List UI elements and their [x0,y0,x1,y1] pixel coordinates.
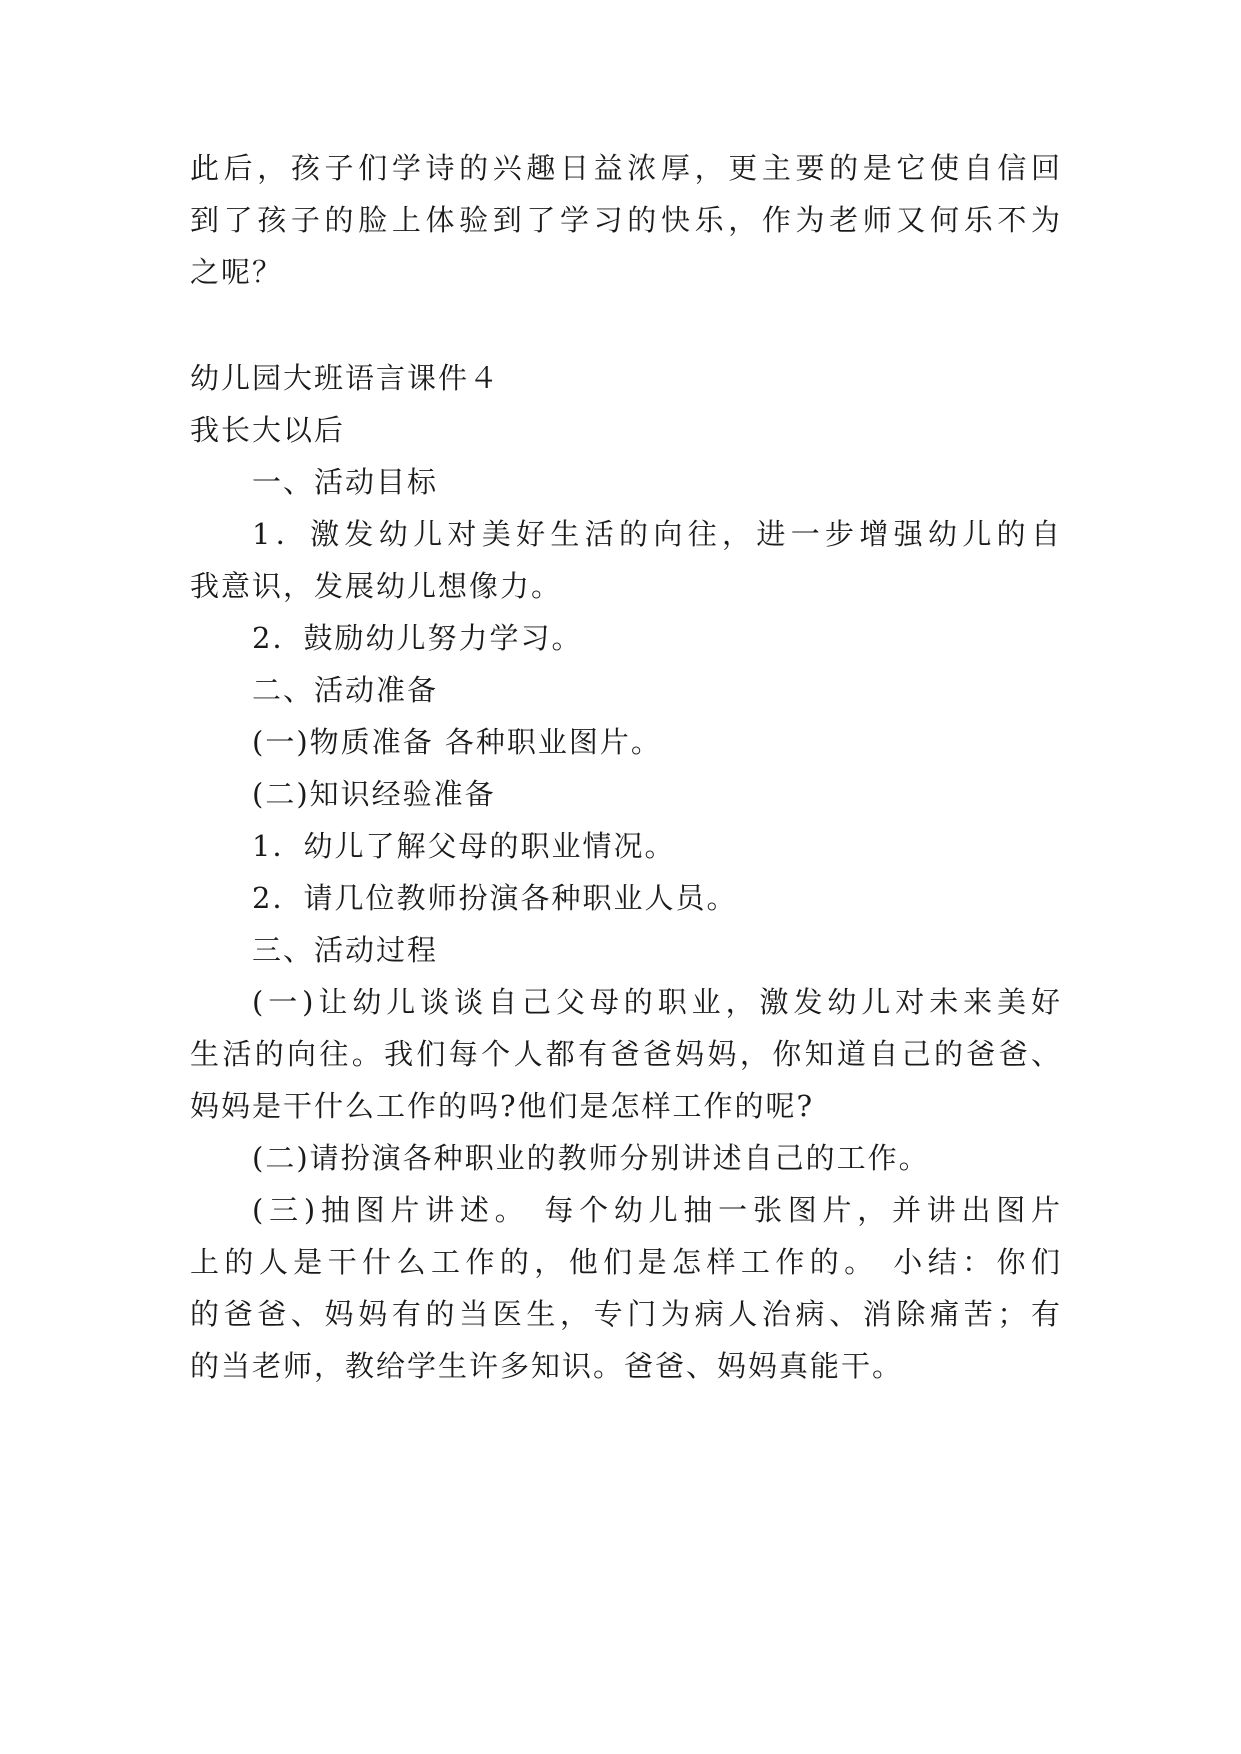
paragraph-line: 的爸爸、妈妈有的当医生，专门为病人治病、消除痛苦；有 [190,1297,1060,1331]
heading-activity-process: 三、活动过程 [252,933,439,967]
heading-activity-preparation: 二、活动准备 [252,673,439,707]
list-item-continuation: 我意识，发展幼儿想像力。 [190,569,563,603]
list-item: (一)物质准备 各种职业图片。 [252,725,662,759]
paragraph-line: 的当老师，教给学生许多知识。爸爸、妈妈真能干。 [190,1349,904,1383]
list-item: (二)知识经验准备 [252,777,496,811]
paragraph-line: (二)请扮演各种职业的教师分别讲述自己的工作。 [252,1141,930,1175]
lesson-title: 我长大以后 [190,413,346,447]
paragraph-line: 生活的向往。我们每个人都有爸爸妈妈，你知道自己的爸爸、 [190,1037,1060,1071]
heading-activity-goals: 一、活动目标 [252,465,439,499]
paragraph-line: 上的人是干什么工作的，他们是怎样工作的。 小结：你们 [190,1245,1060,1279]
list-item: 1．幼儿了解父母的职业情况。 [252,829,676,863]
section-title: 幼儿园大班语言课件４ [190,361,501,395]
paragraph-line: 到了孩子的脸上体验到了学习的快乐，作为老师又何乐不为 [190,203,1060,237]
list-item: 2．鼓励幼儿努力学习。 [252,621,583,655]
list-item: 2．请几位教师扮演各种职业人员。 [252,881,738,915]
paragraph-line: 之呢？ [190,255,284,289]
paragraph-line: 此后，孩子们学诗的兴趣日益浓厚，更主要的是它使自信回 [190,151,1060,185]
list-item: 1．激发幼儿对美好生活的向往，进一步增强幼儿的自 [252,517,1060,551]
paragraph-line: 妈妈是干什么工作的吗?他们是怎样工作的呢? [190,1089,815,1123]
paragraph-line: (三)抽图片讲述。 每个幼儿抽一张图片，并讲出图片 [252,1193,1060,1227]
paragraph-line: (一)让幼儿谈谈自己父母的职业，激发幼儿对未来美好 [252,985,1060,1019]
